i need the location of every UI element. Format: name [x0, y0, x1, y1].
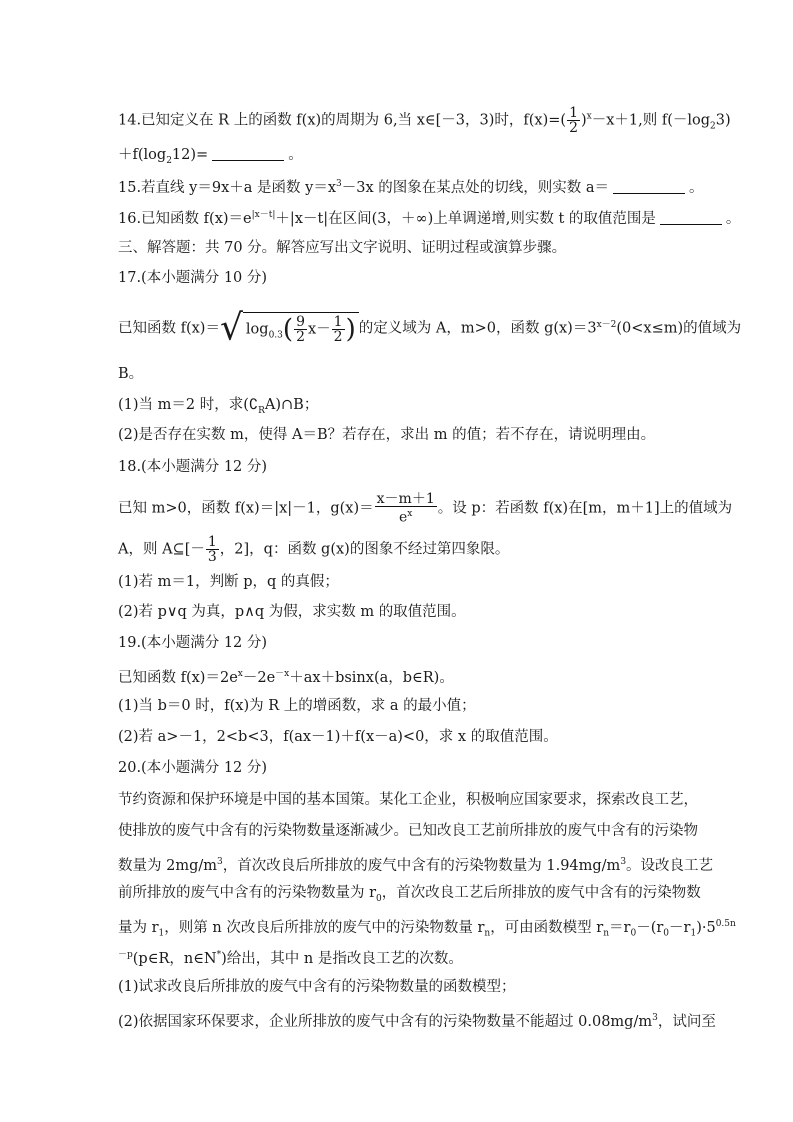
q19-part2: (2)若 a>－1，2<b<3，f(ax－1)＋f(x－a)<0，求 x 的取值范围。 [118, 729, 558, 745]
q18-part2: (2)若 p∨q 为真，p∧q 为假，求实数 m 的取值范围。 [118, 604, 466, 620]
q20-heading: 20.(本小题满分 12 分) [118, 760, 268, 776]
q20-part2: (2)依据国家环保要求，企业所排放的废气中含有的污染物数量不能超过 $0.08mg/m^3$，试问至 [118, 1013, 716, 1030]
q14-answer-blank[interactable] [212, 146, 284, 161]
q18-fraction: $\frac{x-m+1}{e^x}$ [376, 491, 435, 526]
q14-line1: 14.已知定义在 R 上的函数 f(x)的周期为 6,当 x∈[－3，3)时，f(x)=( $\frac{1}{2}$ )$^x$－x＋1,则 $f(-\log_23)$ [118, 105, 731, 136]
q16-answer-blank[interactable] [660, 210, 722, 225]
sqrt-body: $\log_{0.3}$( $\frac{9}{2}$ x－ $\frac{1}{2}$ ) [243, 312, 359, 345]
q20-line5: 量为 $r_1$，则第 n 次改良后所排放的废气中的污染物数量 $r_n$，可由函数模型 $r_n=r_0-(r_0-r_1)\cdot 5^{0.5n}$ [118, 919, 736, 939]
q20-part1: (1)试求改良后所排放的废气中含有的污染物数量的函数模型； [118, 979, 516, 995]
q14-line2: $+f(\log_212)=$ 。 [118, 147, 303, 166]
q20-line3: 数量为 $2mg/m^3$，首次改良后所排放的废气中含有的污染物数量为 $1.94mg/m^3$。设改良工艺 [118, 857, 714, 874]
q20-line4: 前所排放的废气中含有的污染物数量为 $r_0$，首次改良工艺后所排放的废气中含有的污染物数 [118, 885, 701, 904]
q17-line2: B。 [118, 366, 144, 382]
q17-part2: (2)是否存在实数 m，使得 A＝B？若存在，求出 m 的值；若不存在，请说明理由。 [118, 427, 656, 443]
q16-line: 16.已知函数 $f(x)=e^{|x-t|}+|x-t|$在区间(3，＋∞)上单调递增,则实数 t 的取值范围是 。 [118, 210, 741, 227]
q17-line1: 已知函数 f(x)＝√ $\log_{0.3}$( $\frac{9}{2}$ x－ $\frac{1}{2}$ ) 的定义域为 A，m>0，函数 $g(x)=3^{x-2}(0<x\le m)$的值域为 [118, 307, 742, 349]
q18-heading: 18.(本小题满分 12 分) [118, 459, 268, 475]
q19-heading: 19.(本小题满分 12 分) [118, 635, 268, 651]
q20-line2: 使排放的废气中含有的污染物数量逐渐减少。已知改良工艺前所排放的废气中含有的污染物 [118, 823, 698, 839]
sqrt-symbol: √ [219, 307, 243, 349]
q19-part1: (1)当 b＝0 时，f(x)为 R 上的增函数，求 a 的最小值； [118, 698, 476, 714]
q14-text: 14.已知定义在 R 上的函数 f(x)的周期为 6,当 x∈[－3，3)时，f(x)=( [118, 112, 567, 129]
q18-line2: A，则 A⊆[－ $\frac{1}{3}$ ，2]，q：函数 g(x)的图象不经过第四象限。 [118, 534, 510, 565]
q17-part1: (1)当 m＝2 时，求$(∁_RA)\cap B$； [118, 397, 319, 416]
section-3-heading: 三、解答题：共 70 分。解答应写出文字说明、证明过程或演算步骤。 [118, 240, 567, 256]
q18-part1: (1)若 m＝1，判断 p，q 的真假； [118, 574, 339, 590]
q14-fraction: $\frac{1}{2}$ [569, 105, 578, 136]
q15-line: 15.若直线 y＝9x＋a 是函数 $y=x^3-3x$ 的图象在某点处的切线，则实数 a＝ 。 [118, 179, 704, 196]
q18-line1: 已知 m>0，函数 f(x)＝|x|－1，g(x)＝ $\frac{x-m+1}{e^x}$ 。设 p：若函数 f(x)在[m，m＋1]上的值域为 [118, 491, 733, 526]
q15-answer-blank[interactable] [613, 179, 685, 194]
q19-line1: 已知函数 $f(x)=2e^x-2e^{-x}+ax+bsinx(a$，b∈R)。 [118, 669, 454, 686]
q17-heading: 17.(本小题满分 10 分) [118, 270, 268, 286]
q20-line1: 节约资源和保护环境是中国的基本国策。某化工企业，积极响应国家要求，探索改良工艺， [118, 792, 698, 808]
q20-line6: $^{-p}$(p∈R，n∈N*)给出，其中 n 是指改良工艺的次数。 [118, 950, 463, 967]
